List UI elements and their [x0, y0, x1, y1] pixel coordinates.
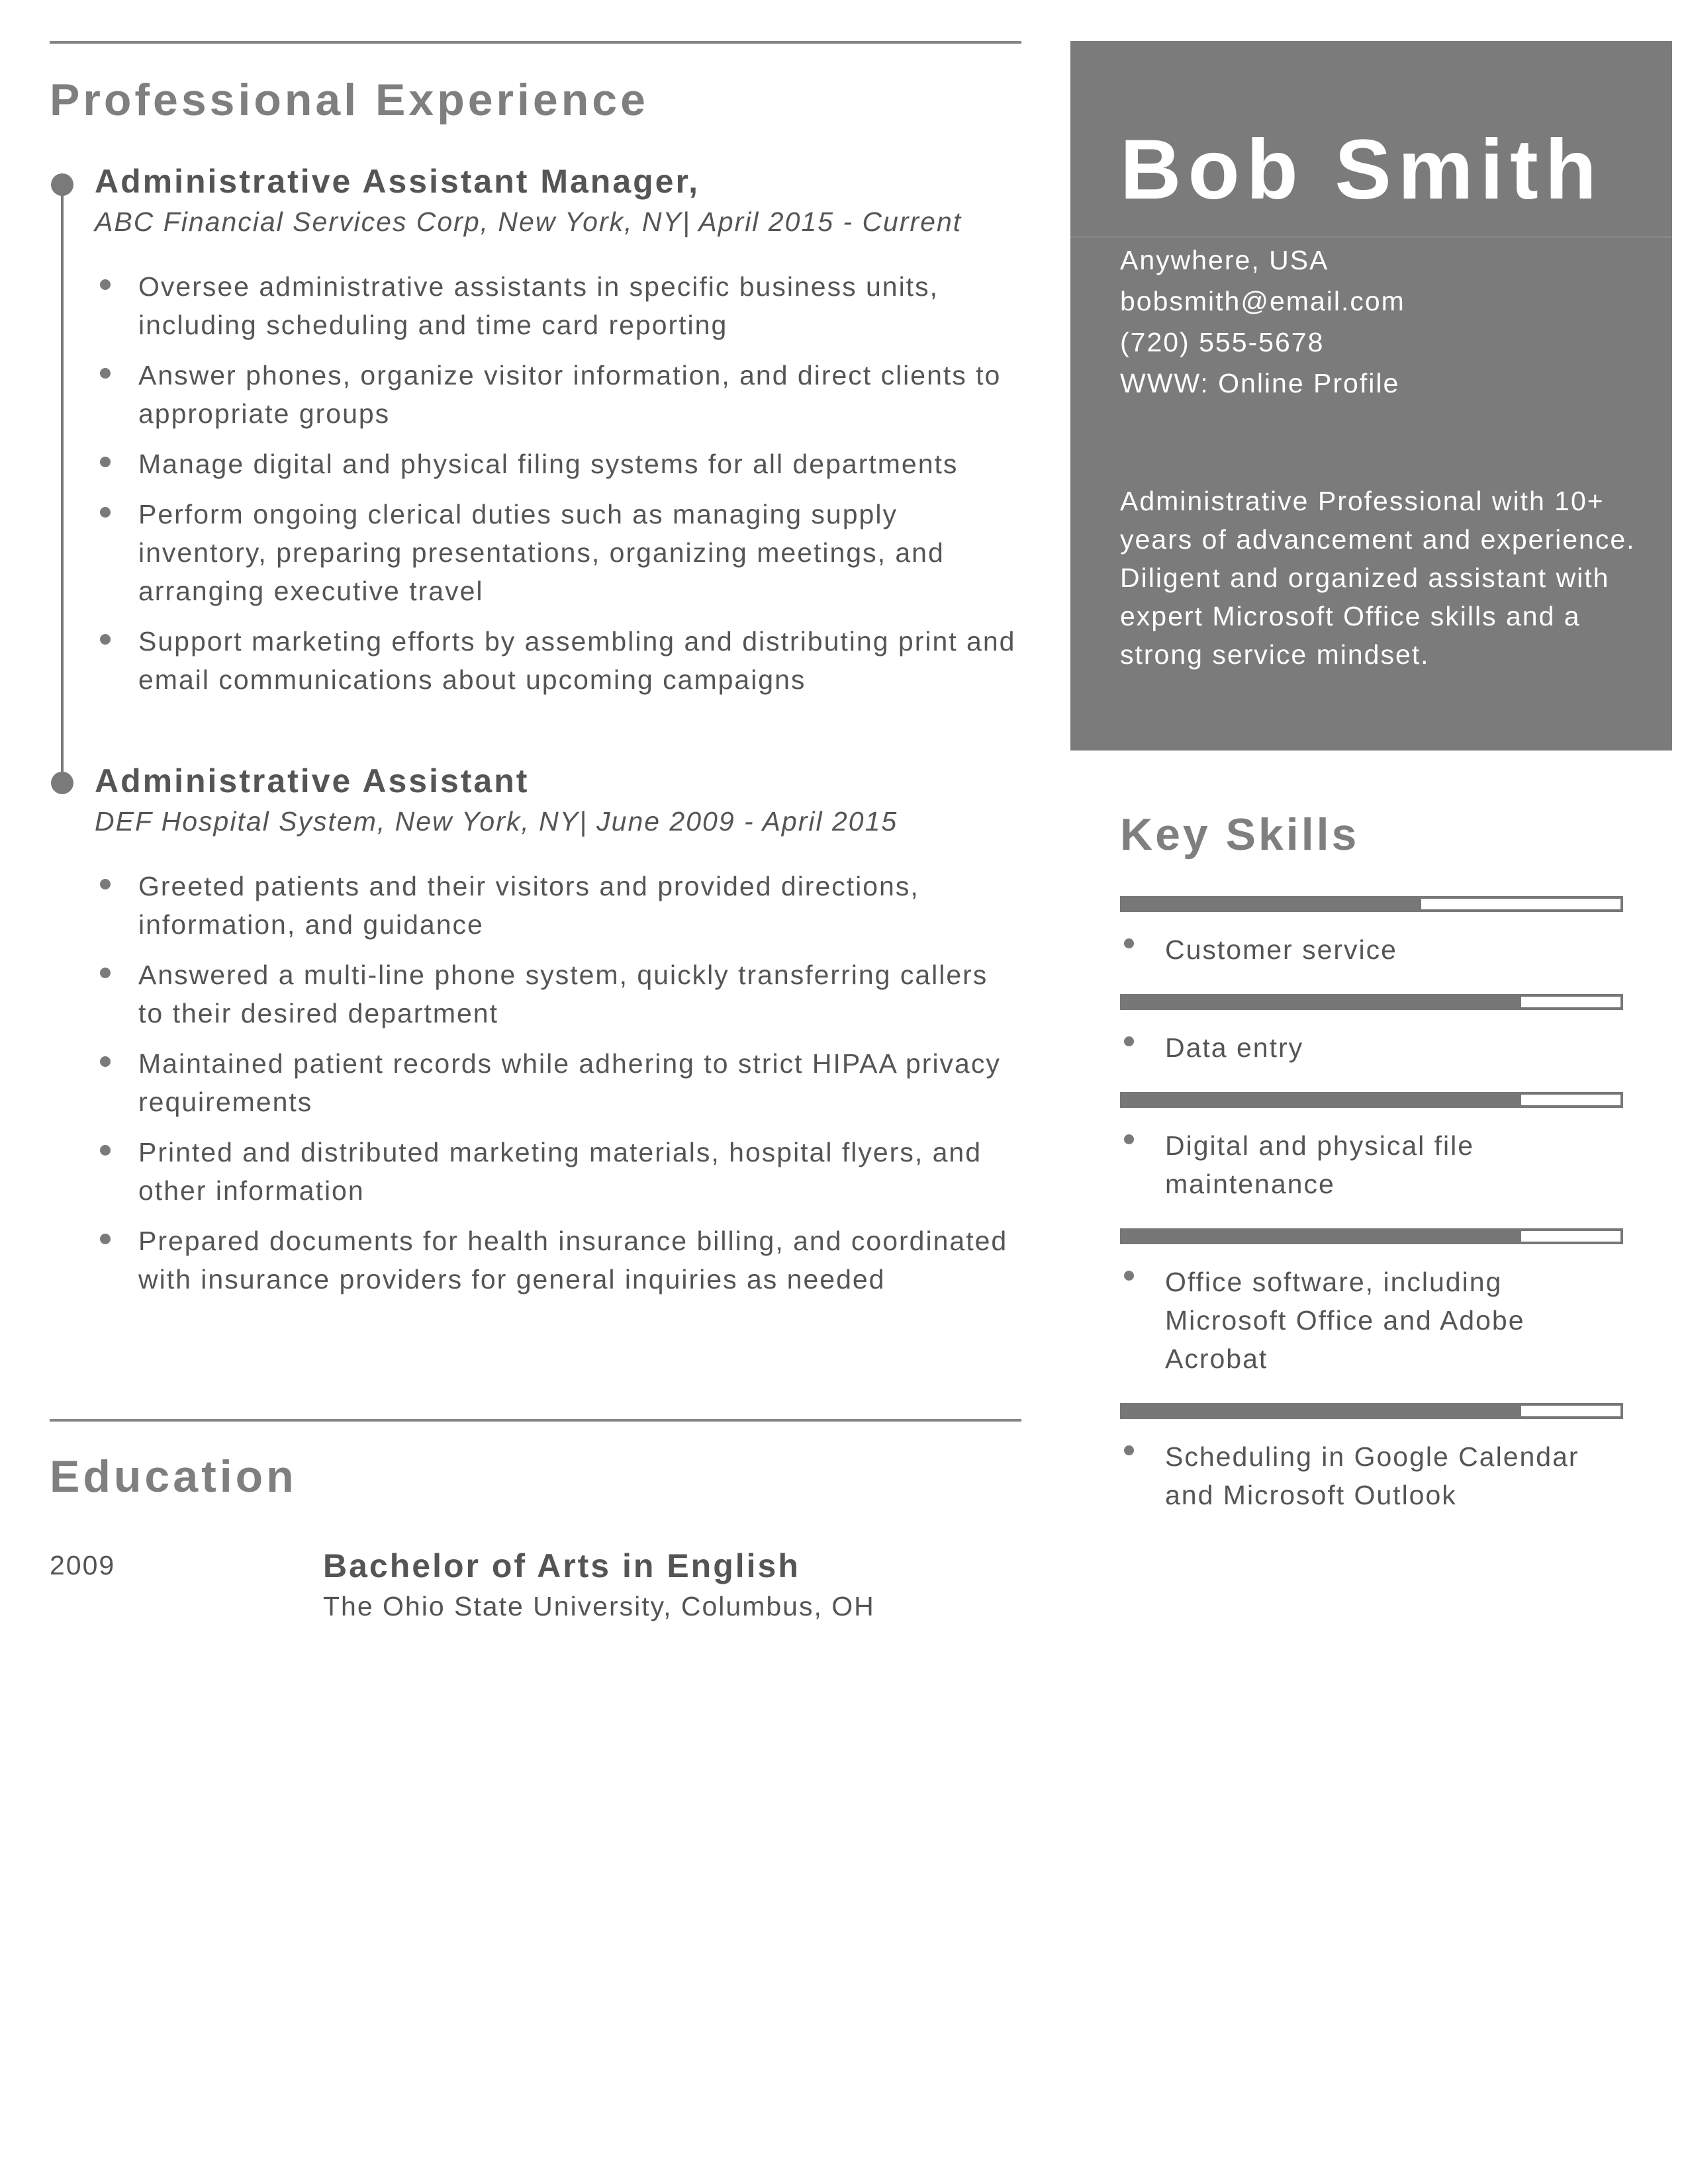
contact-phone: (720) 555-5678 [1120, 327, 1325, 357]
job-entry-2 [95, 760, 1021, 1310]
job-dates: | April 2015 - Current [682, 206, 962, 237]
list-item: Printed and distributed marketing materials, hospital flyers, and other information [95, 1133, 1021, 1210]
skills-heading: Key Skills [1120, 809, 1360, 860]
skill-item [1120, 1403, 1623, 1514]
skill-label: Office software, including Microsoft Office and Adobe Acrobat [1120, 1263, 1623, 1378]
profile-summary: Administrative Professional with 10+ years of advancement and experience. Diligent and organized assistant with expert Microsoft Office skills and a strong service mindset. [1120, 486, 1636, 670]
name-band [1070, 41, 1672, 238]
job-title: Administrative Assistant [95, 762, 530, 799]
company-name: DEF Hospital System [95, 806, 377, 837]
skill-level-fill [1123, 1231, 1521, 1242]
skill-level-fill [1123, 997, 1521, 1007]
skill-level-bar [1120, 1228, 1623, 1244]
list-item: Prepared documents for health insurance billing, and coordinated with insurance providers for general inquiries as needed [95, 1222, 1021, 1298]
job-meta [95, 203, 1021, 241]
skill-item [1120, 1092, 1623, 1203]
job-duties [95, 267, 1021, 699]
education-heading: Education [50, 1451, 297, 1502]
timeline-dot [51, 772, 73, 794]
job-title: Administrative Assistant Manager, [95, 163, 700, 200]
list-item: Support marketing efforts by assembling and distributing print and email communications about upcoming campaigns [95, 622, 1021, 699]
job-duties [95, 867, 1021, 1298]
skill-item [1120, 896, 1623, 969]
skill-level-bar [1120, 1092, 1623, 1108]
company-name: ABC Financial Services Corp [95, 206, 481, 237]
experience-divider [50, 41, 1021, 44]
skill-label: Data entry [1120, 1028, 1623, 1067]
list-item: Oversee administrative assistants in specific business units, including scheduling and time card reporting [95, 267, 1021, 344]
education-divider [50, 1419, 1021, 1422]
contact-website[interactable]: WWW: Online Profile [1120, 368, 1400, 398]
job-entry-1 [95, 160, 1021, 711]
job-location: , New York, NY [480, 206, 682, 237]
skill-level-bar [1120, 896, 1623, 912]
school-name: The Ohio State University, Columbus, OH [323, 1591, 875, 1621]
contact-email[interactable]: bobsmith@email.com [1120, 286, 1405, 316]
experience-heading: Professional Experience [50, 75, 649, 125]
skill-label: Digital and physical file maintenance [1120, 1126, 1623, 1203]
list-item: Answered a multi-line phone system, quickly transferring callers to their desired department [95, 956, 1021, 1032]
list-item: Perform ongoing clerical duties such as managing supply inventory, preparing presentations, organizing meetings, and arranging executive travel [95, 495, 1021, 610]
skill-level-fill [1123, 899, 1421, 909]
skill-level-fill [1123, 1095, 1521, 1105]
job-dates: | June 2009 - April 2015 [579, 806, 898, 837]
contact-info [1120, 240, 1405, 404]
skill-item [1120, 1228, 1623, 1378]
profile-sidebar [1070, 41, 1672, 751]
skill-level-bar [1120, 1403, 1623, 1419]
skill-item [1120, 994, 1623, 1067]
main-column [50, 41, 1021, 1621]
list-item: Manage digital and physical filing systems for all departments [95, 445, 1021, 483]
skill-level-bar [1120, 994, 1623, 1010]
list-item: Greeted patients and their visitors and provided directions, information, and guidance [95, 867, 1021, 944]
candidate-name: Bob Smith [1120, 122, 1603, 217]
degree-block [323, 1545, 875, 1625]
timeline-dot [51, 173, 73, 196]
list-item: Answer phones, organize visitor information, and direct clients to appropriate groups [95, 356, 1021, 433]
job-location: , New York, NY [377, 806, 580, 837]
job-meta [95, 802, 1021, 841]
skill-label: Customer service [1120, 931, 1623, 969]
skill-level-fill [1123, 1406, 1521, 1416]
timeline-line [61, 177, 64, 793]
skills-section [1120, 805, 1623, 1510]
contact-location: Anywhere, USA [1120, 245, 1329, 275]
list-item: Maintained patient records while adhering to strict HIPAA privacy requirements [95, 1044, 1021, 1121]
skill-label: Scheduling in Google Calendar and Microsoft Outlook [1120, 1437, 1623, 1514]
degree-title: Bachelor of Arts in English [323, 1547, 800, 1584]
graduation-year: 2009 [50, 1550, 116, 1580]
